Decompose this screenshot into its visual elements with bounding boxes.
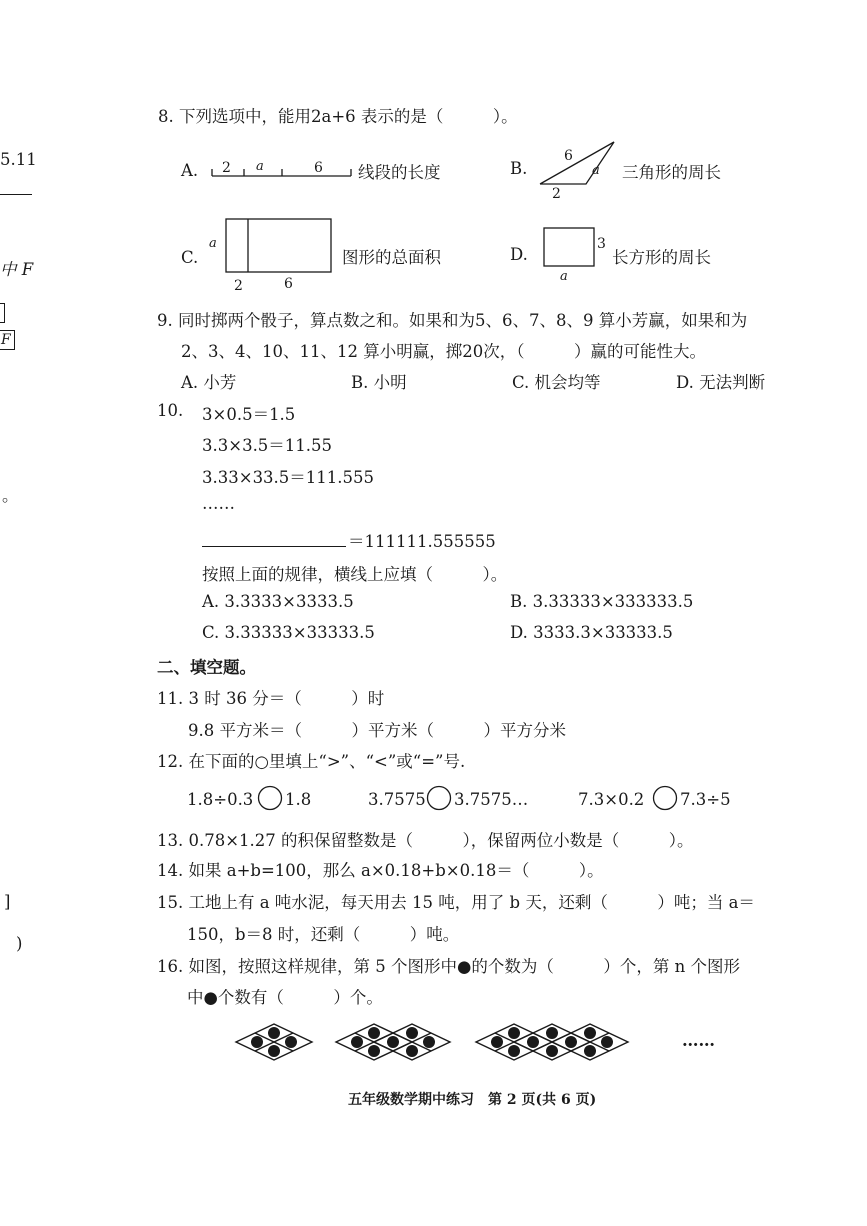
q10-option-d: D. 3333.3×33333.5 — [510, 623, 673, 642]
q16-pattern-ellipsis: …… — [682, 1031, 715, 1050]
seg-label-2: 2 — [222, 160, 231, 176]
q12-compare-3-right: 7.3÷5 — [680, 790, 731, 809]
q12-compare-3-circle — [651, 784, 679, 812]
q9-option-b: B. 小明 — [351, 373, 407, 392]
q16-line-2: 中●个数有（ ）个。 — [187, 988, 383, 1007]
q12-compare-2-left: 3.7575 — [368, 790, 426, 809]
tri-label-a: a — [592, 163, 600, 178]
q10-number: 10. — [157, 401, 184, 420]
q9-option-c: C. 机会均等 — [512, 373, 601, 392]
q10-eq-1: 3×0.5＝1.5 — [202, 405, 296, 424]
margin-rule — [0, 194, 32, 195]
q11-line-2: 9.8 平方米＝（ ）平方米（ ）平方分米 — [188, 721, 566, 740]
q10-dots: …… — [202, 494, 235, 513]
tri-label-6: 6 — [564, 148, 573, 164]
margin-fragment-2: 中 F — [0, 260, 34, 279]
q10-eq-2: 3.3×3.5＝11.55 — [202, 436, 333, 455]
q12-compare-1-left: 1.8÷0.3 — [187, 790, 254, 809]
q8-option-c-rect-figure — [204, 214, 336, 294]
q11-line-1: 11. 3 时 36 分＝（ ）时 — [157, 689, 385, 708]
margin-fragment-5: ] — [4, 892, 11, 911]
pattern-figure-3 — [476, 1024, 628, 1060]
margin-fragment-6: ) — [16, 934, 23, 953]
q10-option-a: A. 3.3333×3333.5 — [202, 592, 354, 611]
q8-stem: 8. 下列选项中，能用2a+6 表示的是（ ）。 — [158, 107, 518, 126]
q8-option-d-rect-figure — [538, 220, 612, 282]
q9-line-2: 2、3、4、10、11、12 算小明赢，掷20次，（ ）赢的可能性大。 — [181, 342, 706, 361]
q10-eq-4: ＝111111.555555 — [348, 532, 496, 551]
q12-compare-1-circle — [256, 784, 284, 812]
q14: 14. 如果 a+b=100，那么 a×0.18+b×0.18＝（ ）。 — [157, 861, 604, 880]
q8-option-a-letter: A. — [181, 161, 199, 180]
pattern-figure-2 — [336, 1024, 450, 1060]
rect-c-label-6: 6 — [284, 276, 293, 292]
margin-fragment-3: F — [0, 330, 15, 350]
rect-d-label-3: 3 — [597, 236, 606, 252]
q8-option-d-letter: D. — [510, 245, 528, 264]
seg-label-a: a — [256, 159, 264, 174]
q9-option-d: D. 无法判断 — [676, 373, 766, 392]
q10-option-b: B. 3.33333×333333.5 — [510, 592, 694, 611]
q8-option-b-desc: 三角形的周长 — [622, 163, 721, 182]
q12-stem: 12. 在下面的○里填上“>”、“<”或“=”号. — [157, 752, 466, 771]
q16-line-1: 16. 如图，按照这样规律，第 5 个图形中●的个数为（ ）个，第 n 个图形 — [157, 957, 740, 976]
seg-label-6: 6 — [314, 160, 323, 176]
page-footer: 五年级数学期中练习 第 2 页(共 6 页) — [348, 1092, 597, 1108]
rect-d-label-a: a — [560, 269, 568, 282]
q8-option-c-desc: 图形的总面积 — [342, 248, 441, 267]
q10-option-c: C. 3.33333×33333.5 — [202, 623, 375, 642]
q8-option-d-desc: 长方形的周长 — [612, 248, 711, 267]
q10-ask: 按照上面的规律，横线上应填（ ）。 — [202, 565, 508, 584]
q12-compare-1-right: 1.8 — [285, 790, 312, 809]
margin-fragment-4: 。 — [2, 486, 19, 505]
q8-option-c-letter: C. — [181, 248, 199, 267]
q8-option-b-triangle-figure — [536, 140, 620, 202]
q13: 13. 0.78×1.27 的积保留整数是（ ），保留两位小数是（ ）。 — [157, 831, 694, 850]
q16-pattern-figures — [230, 1015, 650, 1071]
q12-compare-2-circle — [425, 784, 453, 812]
margin-box-1 — [0, 303, 5, 323]
tri-label-2: 2 — [552, 186, 561, 202]
q8-option-a-desc: 线段的长度 — [358, 163, 441, 182]
pattern-figure-1 — [236, 1024, 312, 1060]
q8-option-b-letter: B. — [510, 159, 528, 178]
q10-eq-3: 3.33×33.5＝111.555 — [202, 468, 375, 487]
rect-c-label-a: a — [209, 236, 217, 251]
q10-answer-blank — [202, 530, 346, 547]
q9-line-1: 9. 同时掷两个骰子，算点数之和。如果和为5、6、7、8、9 算小芳赢，如果和为 — [157, 311, 748, 330]
margin-fragment-1: 5.11 — [0, 150, 37, 169]
q9-option-a: A. 小芳 — [181, 373, 237, 392]
q15-line-2: 150，b＝8 时，还剩（ ）吨。 — [187, 925, 460, 944]
q8-option-a-segment-figure — [206, 152, 356, 184]
q12-compare-2-right: 3.7575… — [454, 790, 529, 809]
rect-c-label-2: 2 — [234, 278, 243, 294]
q12-compare-3-left: 7.3×0.2 — [578, 790, 645, 809]
section-2-title: 二、填空题。 — [157, 658, 256, 677]
q15-line-1: 15. 工地上有 a 吨水泥，每天用去 15 吨，用了 b 天，还剩（ ）吨；当 a＝ — [157, 893, 755, 912]
